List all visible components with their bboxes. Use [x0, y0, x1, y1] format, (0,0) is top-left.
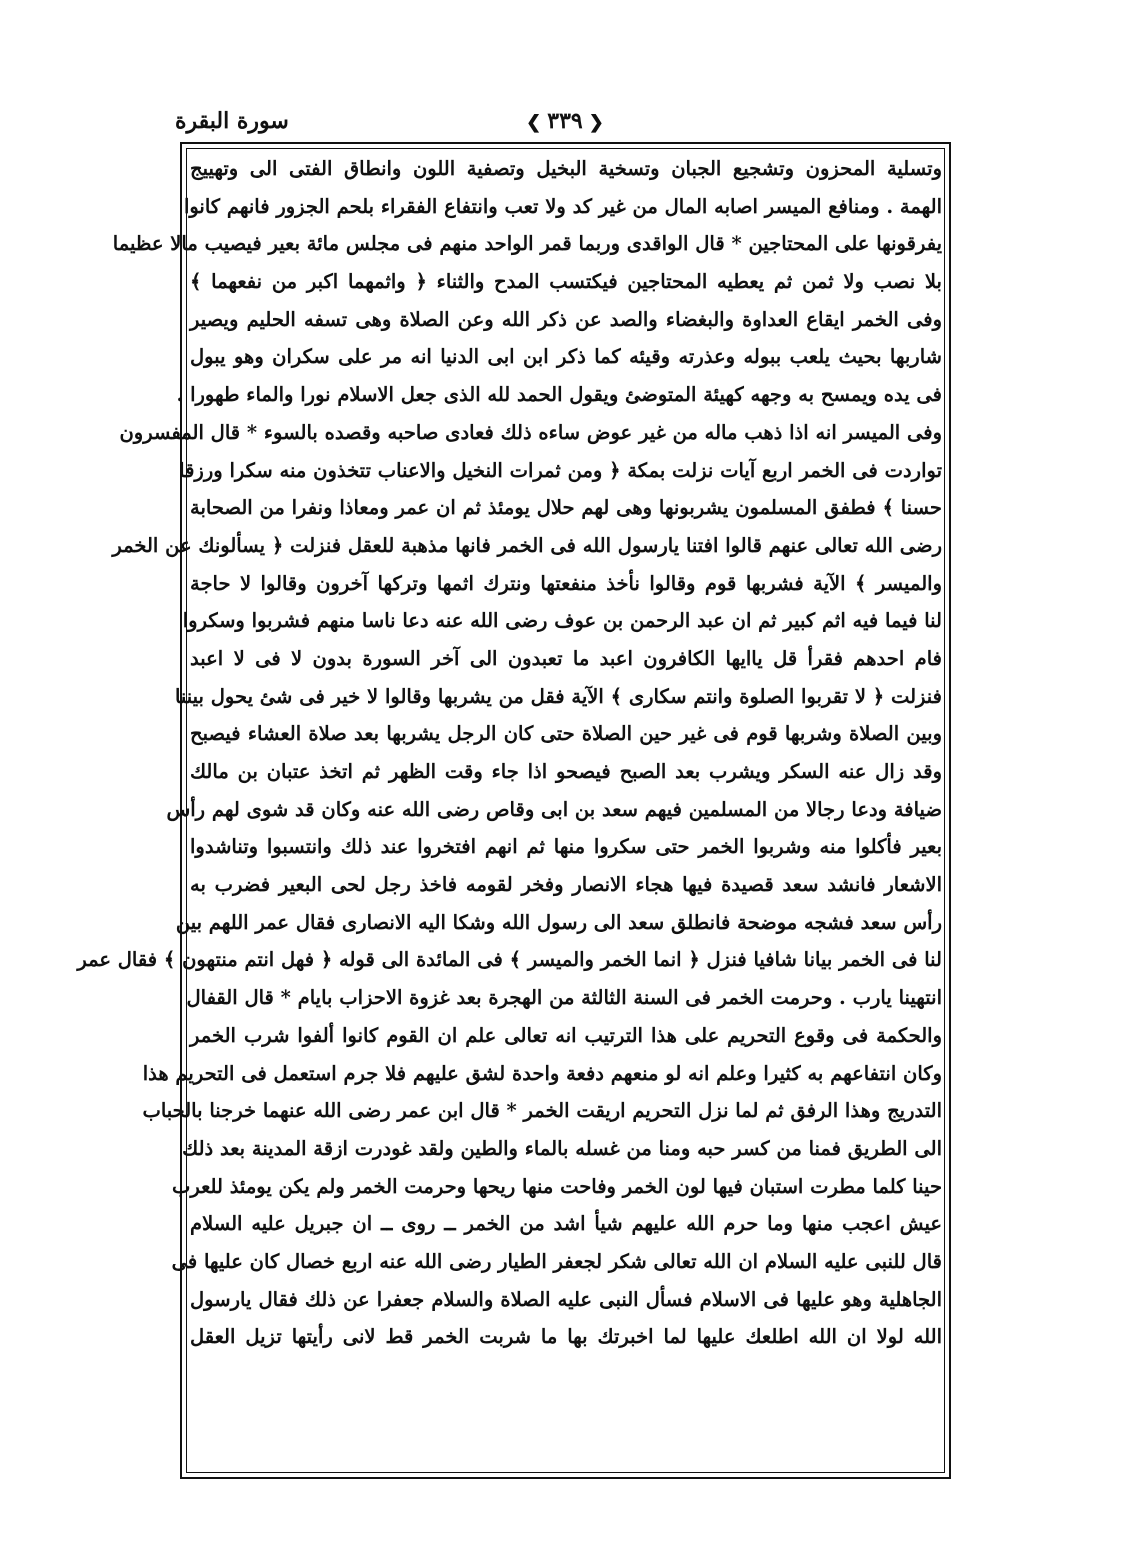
text-line: انتهينا يارب . وحرمت الخمر فى السنة الثالثة من الهجرة بعد غزوة الاحزاب بايام * قال القفال — [186, 986, 942, 1010]
page-number: ٣٣٩ — [547, 108, 583, 134]
text-line: بعير فأكلوا منه وشربوا الخمر حتى سكروا منها ثم انهم افتخروا عند ذلك وانتسبوا وتناشدوا — [190, 835, 942, 859]
text-line: وفى الخمر ايقاع العداوة والبغضاء والصد عن ذكر الله وعن الصلاة وهى تسفه الحليم ويصير — [190, 307, 942, 331]
ornament-left: ❮ — [526, 112, 542, 133]
text-line: عيش اعجب منها وما حرم الله عليهم شيأ اشد من الخمر ــ روى ــ ان جبريل عليه السلام — [190, 1212, 942, 1236]
text-line: وتسلية المحزون وتشجيع الجبان وتسخية البخيل وتصفية اللون وانطاق الفتى الى وتهييج — [190, 157, 942, 180]
page-header — [175, 108, 955, 144]
text-line: وقد زال عنه السكر ويشرب بعد الصبح فيصحو اذا جاء وقت الظهر ثم اتخذ عتبان بن مالك — [190, 760, 942, 783]
text-line: وكان انتفاعهم به كثيرا وعلم انه لو منعهم دفعة واحدة لشق عليهم فلا جرم استعمل فى التحريم هذا — [142, 1061, 942, 1085]
text-line: شاربها بحيث يلعب ببوله وعذرته وقيئه كما ذكر ابن ابى الدنيا انه مر على سكران وهو يبول — [190, 345, 942, 369]
text-line: لنا فى الخمر بيانا شافيا فنزل ﴿ انما الخمر والميسر ﴾ فى المائدة الى قوله ﴿ فهل انتم منتهون ﴾ فقال عمر — [77, 948, 942, 972]
text-line: فنزلت ﴿ لا تقربوا الصلوة وانتم سكارى ﴾ الآية فقل من يشربها وقالوا لا خير فى شئ يحول بيننا — [174, 684, 942, 708]
text-line: بلا نصب ولا ثمن ثم يعطيه المحتاجين فيكتسب المدح والثناء ﴿ واثمهما اكبر من نفعهما ﴾ — [190, 270, 942, 294]
page-number-block — [175, 108, 955, 134]
running-head-surah-name: سورة البقرة — [175, 108, 289, 134]
text-line: ضيافة ودعا رجالا من المسلمين فيهم سعد بن ابى وقاص رضى الله عنه وكان قد شوى لهم رأس — [166, 797, 942, 821]
text-line: الهمة . ومنافع الميسر اصابه المال من غير كد ولا تعب وانتفاع الفقراء بلحم الجزور فانهم كانوا — [183, 194, 942, 218]
text-line: الاشعار فانشد سعد قصيدة فيها هجاء الانصار وفخر لقومه فاخذ رجل لحى البعير فضرب به — [190, 873, 942, 897]
text-line: يفرقونها على المحتاجين * قال الواقدى وربما قمر الواحد منهم فى مجلس مائة بعير فيصيب مالا عظيما — [112, 232, 942, 256]
text-line: وفى الميسر انه اذا ذهب ماله من غير عوض ساءه ذلك فعادى صاحبه وقصده بالسوء * قال المفسرون — [119, 420, 942, 444]
text-line: حسنا ﴾ فطفق المسلمون يشربونها وهى لهم حلال يومئذ ثم ان عمر ومعاذا ونفرا من الصحابة — [190, 496, 942, 520]
text-line: فام احدهم فقرأ قل ياايها الكافرون اعبد ما تعبدون الى آخر السورة بدون لا فى لا اعبد — [190, 646, 942, 670]
text-line: الجاهلية وهو عليها فى الاسلام فسأل النبى عليه الصلاة والسلام جعفرا عن ذلك فقال يارسول — [190, 1287, 942, 1311]
text-line: حينا كلما مطرت استبان فيها لون الخمر وفاحت منها ريحها وحرمت الخمر ولم يكن يومئذ للعرب — [171, 1174, 942, 1198]
text-line: لنا فيما فيه اثم كبير ثم ان عبد الرحمن بن عوف رضى الله عنه دعا ناسا منهم فشربوا وسكروا — [182, 609, 942, 633]
text-line: رأس سعد فشجه موضحة فانطلق سعد الى رسول الله وشكا اليه الانصارى فقال عمر اللهم بين — [175, 910, 942, 934]
page-text-body — [77, 150, 942, 1470]
text-line: قال للنبى عليه السلام ان الله تعالى شكر لجعفر الطيار رضى الله عنه اربع خصال كان عليها فى — [171, 1249, 942, 1273]
text-line: تواردت فى الخمر اربع آيات نزلت بمكة ﴿ ومن ثمرات النخيل والاعناب تتخذون منه سكرا ورزقا — [179, 458, 942, 482]
text-line: والحكمة فى وقوع التحريم على هذا الترتيب انه تعالى علم ان القوم كانوا ألفوا شرب الخمر — [190, 1023, 942, 1047]
ornament-right: ❯ — [588, 112, 604, 133]
text-line: والميسر ﴾ الآية فشربها قوم وقالوا نأخذ منفعتها ونترك اثمها وتركها آخرون وقالوا لا حاجة — [190, 571, 942, 595]
text-line: الى الطريق فمنا من كسر حبه ومنا من غسله بالماء والطين ولقد غودرت ازقة المدينة بعد ذلك — [182, 1136, 942, 1160]
text-line: وبين الصلاة وشربها قوم فى غير حين الصلاة حتى كان الرجل يشربها بعد صلاة العشاء فيصبح — [190, 722, 942, 746]
text-line: الله لولا ان الله اطلعك عليها لما اخبرتك بها ما شربت الخمر قط لانى رأيتها تزيل العقل — [190, 1325, 942, 1349]
text-line: فى يده ويمسح به وجهه كهيئة المتوضئ ويقول الحمد لله الذى جعل الاسلام نورا والماء طهورا . — [176, 383, 942, 407]
text-line: التدريج وهذا الرفق ثم لما نزل التحريم اريقت الخمر * قال ابن عمر رضى الله عنهما خرجنا بالحباب — [142, 1099, 942, 1123]
text-line: رضى الله تعالى عنهم قالوا افتنا يارسول الله فى الخمر فانها مذهبة للعقل فنزلت ﴿ يسألونك عن الخمر — [112, 533, 942, 557]
